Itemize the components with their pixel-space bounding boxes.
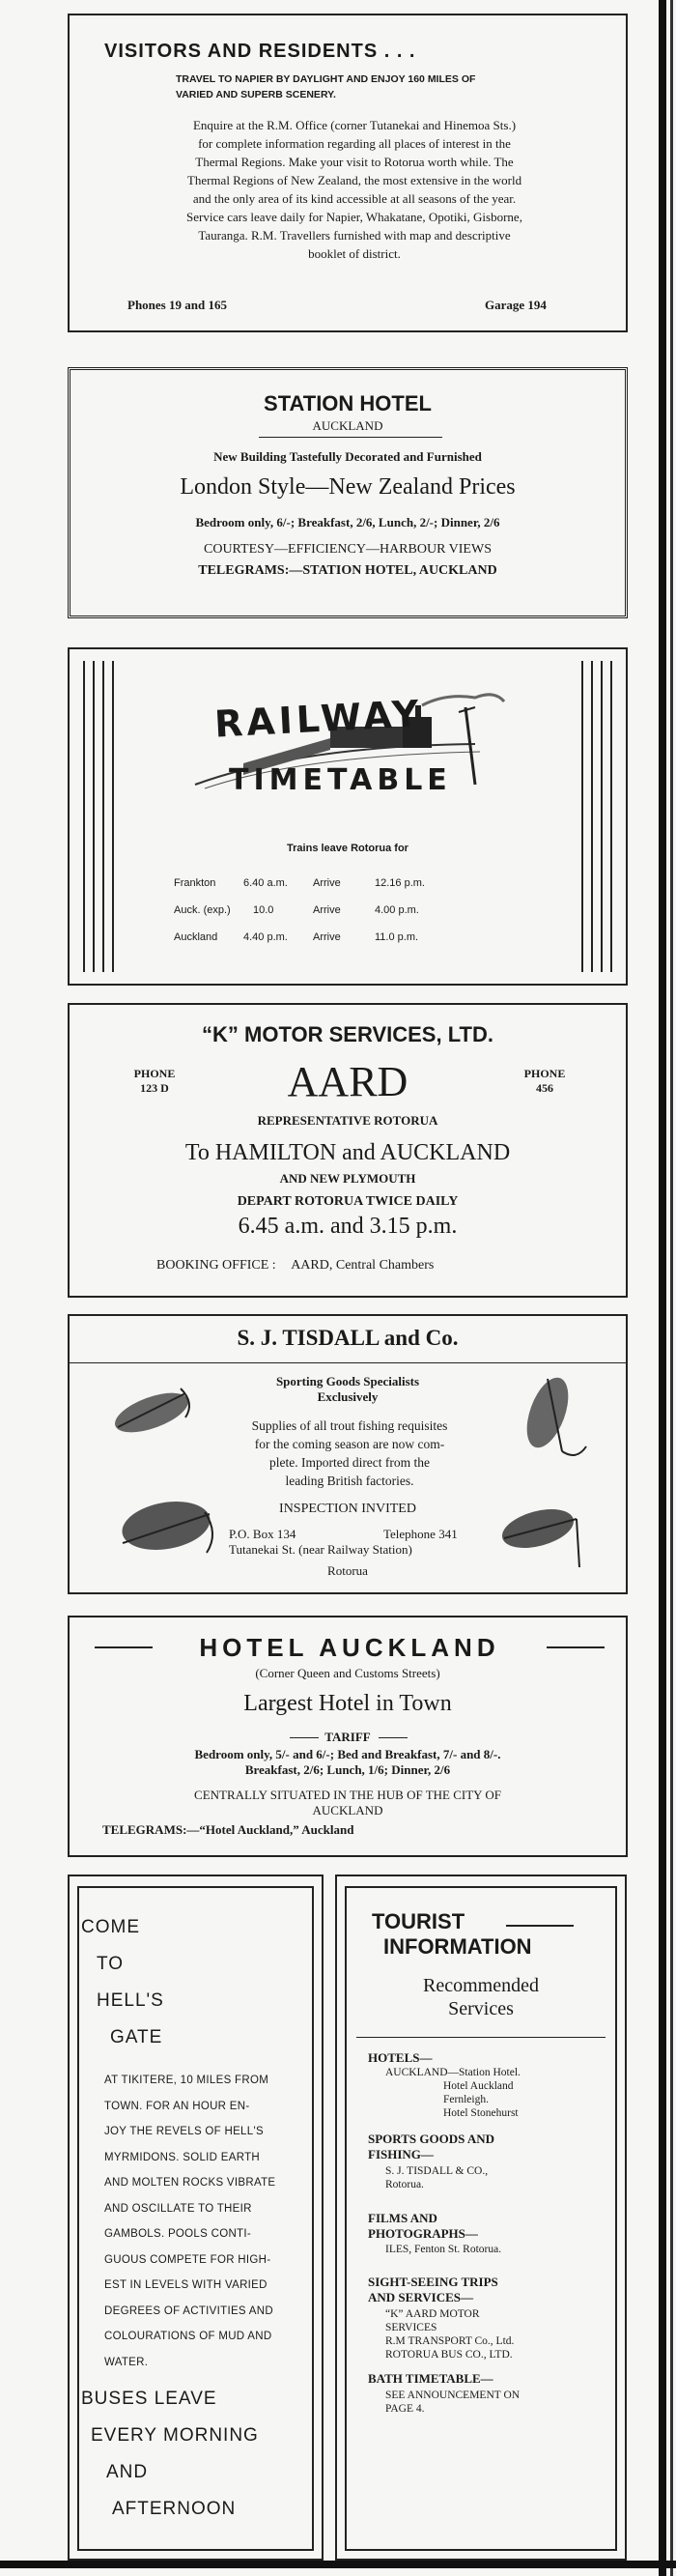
hells-gate-buses <box>79 2381 259 2528</box>
hells-gate-body-line: GAMBOLS. POOLS CONTI- <box>104 2228 251 2240</box>
hotels-list-item: AUCKLAND—Station Hotel. <box>385 2067 521 2078</box>
railway-ad <box>68 647 628 986</box>
tisdall-body-line: for the coming season are now com- <box>254 1437 445 1451</box>
hells-gate-heading <box>79 1909 164 2056</box>
tisdall-inspection: INSPECTION INVITED <box>279 1502 416 1516</box>
timetable-arrive-label: Arrive <box>313 931 341 943</box>
visitors-body <box>99 116 610 263</box>
hells-gate-body-line: MYRMIDONS. SOLID EARTH <box>104 2151 261 2163</box>
hells-gate-heading-line: HELL'S <box>97 1990 164 2011</box>
tisdall-town: Rotorua <box>327 1563 368 1578</box>
visitors-subtitle-1: TRAVEL TO NAPIER BY DAYLIGHT AND ENJOY 160 MILES OF <box>176 73 476 85</box>
divider <box>95 1646 153 1648</box>
hotel-auckland-title: HOTEL AUCKLAND <box>199 1633 500 1662</box>
k-motor-route: To HAMILTON and AUCKLAND <box>184 1140 511 1165</box>
timetable-arrive: 12.16 p.m. <box>375 877 425 889</box>
booking-label: BOOKING OFFICE : <box>156 1258 276 1273</box>
tisdall-ad <box>68 1314 628 1594</box>
hells-gate-heading-line: COME <box>81 1917 140 1937</box>
sight-list <box>385 2307 514 2361</box>
hells-gate-body-line: JOY THE REVELS OF HELL'S <box>104 2126 264 2137</box>
page-border-right-thin <box>670 0 673 2576</box>
hotel-auckland-ad <box>68 1616 628 1857</box>
sight-list-item: ROTORUA BUS CO., LTD. <box>385 2349 513 2361</box>
hotel-auckland-prices2: Breakfast, 2/6; Lunch, 1/6; Dinner, 2/6 <box>244 1762 451 1777</box>
k-motor-ad <box>68 1003 628 1298</box>
station-hotel-prices: Bedroom only, 6/-; Breakfast, 2/6, Lunch, 2/-; Dinner, 2/6 <box>195 515 500 530</box>
tisdall-body-line: Supplies of all trout fishing requisites <box>251 1418 448 1433</box>
hells-gate-buses-line: AND <box>106 2462 149 2482</box>
hotel-auckland-largest: Largest Hotel in Town <box>243 1691 452 1716</box>
divider <box>259 437 442 438</box>
station-hotel-style: London Style—New Zealand Prices <box>180 474 516 500</box>
station-hotel-ad <box>68 367 628 618</box>
tourist-title-1: TOURIST <box>372 1909 465 1933</box>
divider <box>506 1925 574 1927</box>
page-border-bottom <box>0 2561 676 2568</box>
hells-gate-heading-line: GATE <box>110 2027 163 2047</box>
decorative-stripe <box>581 661 583 972</box>
decorative-stripe <box>93 661 95 972</box>
tourist-recommended-2: Services <box>448 1998 514 2019</box>
hotel-auckland-central1: CENTRALLY SITUATED IN THE HUB OF THE CITY OF <box>194 1788 501 1802</box>
hells-gate-ad <box>77 1886 314 2551</box>
station-hotel-tagline: New Building Tastefully Decorated and Furnished <box>213 449 482 464</box>
visitors-subtitle-2: VARIED AND SUPERB SCENERY. <box>176 89 336 100</box>
hells-gate-body <box>104 2068 317 2375</box>
timetable-time: 10.0 <box>253 904 274 916</box>
bath-list-item: PAGE 4. <box>385 2403 425 2415</box>
films-heading-1: FILMS AND <box>368 2211 437 2225</box>
timetable-time: 6.40 a.m. <box>243 877 288 889</box>
tisdall-title: S. J. TISDALL and Co. <box>237 1326 459 1350</box>
timetable-arrive: 11.0 p.m. <box>375 931 419 943</box>
tisdall-sub1: Sporting Goods Specialists <box>275 1374 420 1388</box>
fishing-fly-icon <box>108 1485 224 1572</box>
tisdall-sub2: Exclusively <box>317 1389 379 1404</box>
tisdall-pobox: P.O. Box 134 <box>229 1527 296 1541</box>
hotel-auckland-telegrams: TELEGRAMS:—“Hotel Auckland,” Auckland <box>102 1822 354 1837</box>
hells-gate-body-line: AT TIKITERE, 10 MILES FROM <box>104 2075 269 2086</box>
page-border-right <box>659 0 666 2576</box>
hotel-auckland-corner: (Corner Queen and Customs Streets) <box>255 1666 440 1680</box>
hells-gate-heading-line: TO <box>97 1954 125 1974</box>
bath-list-item: SEE ANNOUNCEMENT ON <box>385 2390 521 2401</box>
sports-heading-1: SPORTS GOODS AND <box>368 2132 495 2146</box>
timetable-row <box>174 924 521 951</box>
hells-gate-body-line: DEGREES OF ACTIVITIES AND <box>104 2304 273 2317</box>
station-hotel-courtesy: COURTESY—EFFICIENCY—HARBOUR VIEWS <box>204 542 492 557</box>
timetable-place: Auckland <box>174 931 218 943</box>
decorative-stripe <box>112 661 114 972</box>
timetable-arrive-label: Arrive <box>313 904 341 916</box>
visitors-garage: Garage 194 <box>485 298 547 312</box>
visitors-ad <box>68 14 628 332</box>
divider <box>70 1362 626 1363</box>
hells-gate-body-line: WATER. <box>104 2356 149 2368</box>
station-hotel-city: AUCKLAND <box>312 418 383 433</box>
timetable-row <box>174 870 521 897</box>
tisdall-telephone: Telephone 341 <box>383 1527 458 1541</box>
aard-representative: REPRESENTATIVE ROTORUA <box>257 1113 438 1128</box>
hells-gate-body-line: AND OSCILLATE TO THEIR <box>104 2202 252 2215</box>
phone-left-label: PHONE <box>133 1067 176 1080</box>
hells-gate-body-line: TOWN. FOR AN HOUR EN- <box>104 2100 250 2112</box>
visitors-body-line: Enquire at the R.M. Office (corner Tutanekai and Hinemoa Sts.) <box>192 118 517 132</box>
tisdall-body <box>214 1417 485 1490</box>
hotels-list-item: Fernleigh. <box>443 2094 489 2105</box>
k-motor-depart: DEPART ROTORUA TWICE DAILY <box>237 1194 459 1209</box>
phone-right-number: 456 <box>536 1081 553 1095</box>
bath-heading: BATH TIMETABLE— <box>368 2371 493 2386</box>
visitors-body-line: booklet of district. <box>308 246 401 261</box>
timetable-place: Auck. (exp.) <box>174 904 231 916</box>
phone-right-label: PHONE <box>523 1067 566 1080</box>
hotels-list-item: Hotel Auckland <box>443 2080 514 2092</box>
booking-office <box>156 1258 434 1274</box>
tourist-title-2: INFORMATION <box>383 1934 532 1959</box>
visitors-title: VISITORS AND RESIDENTS . . . <box>104 41 416 62</box>
hotel-auckland-prices1: Bedroom only, 5/- and 6/-; Bed and Breakfast, 7/- and 8/-. <box>194 1747 501 1761</box>
railway-title-top: RAILWAY <box>212 692 424 746</box>
hotels-list-item: Hotel Stonehurst <box>443 2107 519 2119</box>
timetable-arrive-label: Arrive <box>313 877 341 889</box>
booking-value: AARD, Central Chambers <box>291 1258 435 1273</box>
sight-list-item: SERVICES <box>385 2322 437 2333</box>
hells-gate-buses-line: BUSES LEAVE <box>81 2389 217 2409</box>
films-line: ILES, Fenton St. Rotorua. <box>385 2244 502 2255</box>
timetable-place: Frankton <box>174 877 216 889</box>
visitors-body-line: Service cars leave daily for Napier, Whakatane, Opotiki, Gisborne, <box>186 210 522 224</box>
k-motor-route2: AND NEW PLYMOUTH <box>279 1171 416 1186</box>
hotel-auckland-tariff: TARIFF <box>324 1730 371 1744</box>
k-motor-times: 6.45 a.m. and 3.15 p.m. <box>238 1214 458 1239</box>
hells-gate-body-line: AND MOLTEN ROCKS VIBRATE <box>104 2177 276 2189</box>
decorative-stripe <box>83 661 85 972</box>
sight-list-item: R.M TRANSPORT Co., Ltd. <box>385 2335 515 2347</box>
timetable-arrive: 4.00 p.m. <box>375 904 419 916</box>
sports-heading-2: FISHING— <box>368 2147 434 2161</box>
railway-title-bottom: TIMETABLE <box>229 763 452 797</box>
timetable-row <box>174 897 521 924</box>
bath-list <box>385 2389 520 2416</box>
sports-list <box>385 2164 488 2191</box>
hotel-auckland-central2: AUCKLAND <box>312 1803 383 1818</box>
station-hotel-title: STATION HOTEL <box>264 391 432 415</box>
tisdall-body-line: leading British factories. <box>285 1474 414 1488</box>
hotels-heading: HOTELS— <box>368 2050 433 2065</box>
aard-name: AARD <box>287 1058 408 1105</box>
visitors-phones: Phones 19 and 165 <box>127 298 227 312</box>
trains-heading: Trains leave Rotorua for <box>287 843 408 854</box>
visitors-body-line: Tauranga. R.M. Travellers furnished with map and descriptive <box>198 228 511 243</box>
divider <box>379 1737 408 1738</box>
timetable-time: 4.40 p.m. <box>243 931 288 943</box>
phone-right <box>506 1067 583 1096</box>
visitors-body-line: Thermal Regions of New Zealand, the most extensive in the world <box>186 173 522 187</box>
phone-left-number: 123 D <box>140 1081 169 1095</box>
hells-gate-body-line: COLOURATIONS OF MUD AND <box>104 2331 272 2342</box>
decorative-stripe <box>610 661 612 972</box>
hotels-list <box>385 2066 521 2120</box>
hells-gate-body-line: GUOUS COMPETE FOR HIGH- <box>104 2253 271 2266</box>
sports-list-item: S. J. TISDALL & CO., <box>385 2165 489 2177</box>
decorative-stripe <box>591 661 593 972</box>
sports-list-item: Rotorua. <box>385 2179 424 2190</box>
k-motor-title: “K” MOTOR SERVICES, LTD. <box>202 1022 493 1046</box>
tisdall-address: Tutanekai St. (near Railway Station) <box>229 1542 412 1557</box>
hells-gate-buses-line: EVERY MORNING <box>91 2425 259 2446</box>
films-heading-2: PHOTOGRAPHS— <box>368 2226 478 2241</box>
hells-gate-buses-line: AFTERNOON <box>112 2499 237 2519</box>
visitors-body-line: and the only area of its kind accessible at all seasons of the year. <box>192 191 517 206</box>
hells-gate-body-line: EST IN LEVELS WITH VARIED <box>104 2279 268 2291</box>
visitors-body-line: Thermal Regions. Make your visit to Rotorua worth while. The <box>195 155 514 169</box>
sight-heading-1: SIGHT-SEEING TRIPS <box>368 2275 498 2289</box>
visitors-body-line: for complete information regarding all places of interest in the <box>198 136 511 151</box>
tourist-ad <box>345 1886 617 2551</box>
divider <box>356 2037 606 2038</box>
timetable <box>174 870 521 951</box>
divider <box>547 1646 605 1648</box>
station-hotel-telegrams: TELEGRAMS:—STATION HOTEL, AUCKLAND <box>198 563 497 578</box>
decorative-stripe <box>102 661 104 972</box>
sight-list-item: “K” AARD MOTOR <box>385 2308 480 2320</box>
tisdall-body-line: plete. Imported direct from the <box>268 1455 431 1470</box>
sight-heading-2: AND SERVICES— <box>368 2290 473 2304</box>
tourist-recommended-1: Recommended <box>423 1975 539 1996</box>
decorative-stripe <box>601 661 603 972</box>
